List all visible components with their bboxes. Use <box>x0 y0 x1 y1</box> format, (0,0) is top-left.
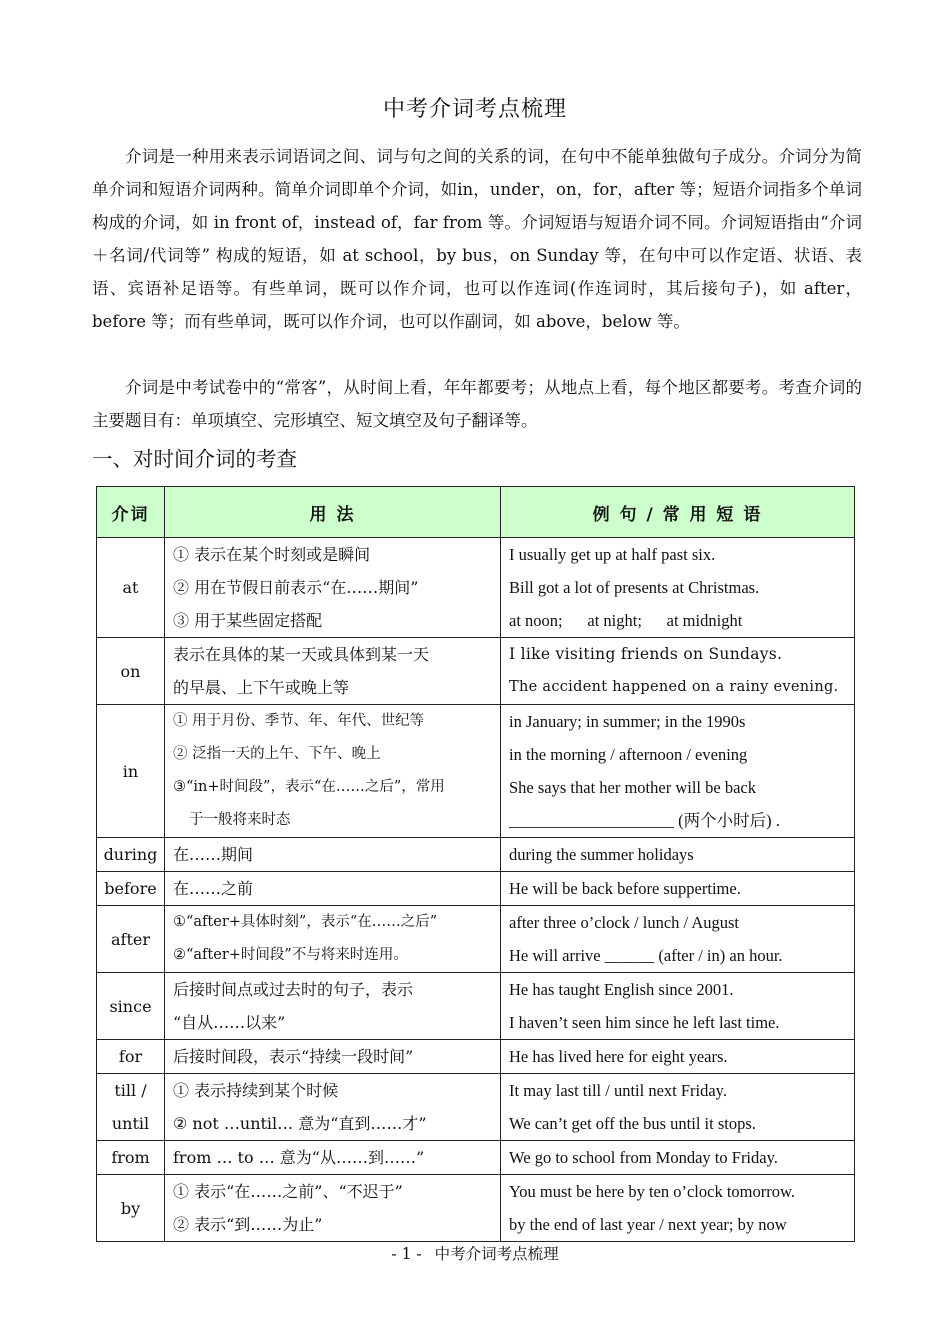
example-line: He will be back before suppertime. <box>509 879 741 898</box>
usage-line: 后接时间点或过去时的句子，表示 <box>173 980 414 999</box>
table-row <box>97 1040 855 1074</box>
usage-line: ② not …until… 意为“直到……才” <box>173 1114 427 1133</box>
example-line: at noon; at night; at midnight <box>509 611 743 630</box>
section-heading: 一、对时间介词的考查 <box>92 447 297 471</box>
usage-cell <box>165 705 501 838</box>
usage-cell <box>165 638 501 705</box>
example-line: I usually get up at half past six. <box>509 545 716 564</box>
table-row <box>97 838 855 872</box>
usage-line: ② 表示“到……为止” <box>173 1215 323 1234</box>
usage-line: 表示在具体的某一天或具体到某一天 <box>173 645 430 664</box>
exam-paragraph: 介词是中考试卷中的“常客”，从时间上看，年年都要考；从地点上看，每个地区都要考。考查介词的主要题目有：单项填空、完形填空、短文填空及句子翻译等。 <box>92 378 862 430</box>
preposition-cell: at <box>97 538 165 638</box>
usage-line: 的早晨、上下午或晚上等 <box>173 678 350 697</box>
usage-line: ① 表示“在……之前”、“不迟于” <box>173 1182 403 1201</box>
preposition-cell <box>97 1074 165 1141</box>
example-line: He will arrive ______ (after / in) an hour. <box>509 946 783 965</box>
example-line: We go to school from Monday to Friday. <box>509 1148 778 1167</box>
preposition-line: until <box>111 1114 150 1133</box>
usage-line: ③“in+时间段”，表示“在……之后”，常用 <box>173 779 445 795</box>
usage-cell <box>165 1074 501 1141</box>
usage-line: from … to … 意为“从……到……” <box>173 1148 425 1167</box>
usage-line: ① 表示持续到某个时候 <box>173 1081 339 1100</box>
example-cell <box>501 705 855 838</box>
example-line: He has taught English since 2001. <box>509 980 734 999</box>
example-line: She says that her mother will be back <box>509 778 756 797</box>
preposition-line: till / <box>114 1081 147 1100</box>
usage-line: 后接时间段，表示“持续一段时间” <box>173 1047 414 1066</box>
preposition-cell: by <box>97 1175 165 1242</box>
example-line: He has lived here for eight years. <box>509 1047 728 1066</box>
preposition-cell: on <box>97 638 165 705</box>
page-footer <box>0 1242 950 1264</box>
usage-line: ① 表示在某个时刻或是瞬间 <box>173 545 371 564</box>
preposition-cell: for <box>97 1040 165 1074</box>
preposition-cell: from <box>97 1141 165 1175</box>
example-cell <box>501 872 855 906</box>
example-line: We can’t get off the bus until it stops. <box>509 1114 756 1133</box>
example-cell <box>501 1040 855 1074</box>
table-row <box>97 973 855 1040</box>
example-line: after three o’clock / lunch / August <box>509 913 740 932</box>
usage-line: ② 用在节假日前表示“在……期间” <box>173 578 419 597</box>
table-row <box>97 906 855 973</box>
usage-cell <box>165 1141 501 1175</box>
header-usage: 用 法 <box>165 487 501 538</box>
usage-line: ②“after+时间段”不与将来时连用。 <box>173 947 408 963</box>
footer-title: 中考介词考点梳理 <box>434 1245 559 1263</box>
usage-line: ①“after+具体时刻”，表示“在……之后” <box>173 914 438 930</box>
usage-cell <box>165 872 501 906</box>
usage-cell <box>165 838 501 872</box>
usage-line: “自从……以来” <box>173 1013 286 1032</box>
example-line: in January; in summer; in the 1990s <box>509 712 746 731</box>
example-line: I like visiting friends on Sundays. <box>509 645 783 663</box>
example-line: during the summer holidays <box>509 845 694 864</box>
table-row <box>97 1074 855 1141</box>
preposition-cell: since <box>97 973 165 1040</box>
usage-line: ③ 用于某些固定搭配 <box>173 611 323 630</box>
example-line: in the morning / afternoon / evening <box>509 745 748 764</box>
example-cell <box>501 906 855 973</box>
example-line: You must be here by ten o’clock tomorrow. <box>509 1182 795 1201</box>
table-row <box>97 872 855 906</box>
preposition-cell: in <box>97 705 165 838</box>
example-cell <box>501 638 855 705</box>
example-line: I haven’t seen him since he left last time. <box>509 1013 780 1032</box>
example-line: ____________________ (两个小时后) . <box>509 811 780 830</box>
usage-cell <box>165 1175 501 1242</box>
page-title: 中考介词考点梳理 <box>382 97 567 122</box>
usage-line: 在……之前 <box>173 879 254 898</box>
usage-cell <box>165 538 501 638</box>
preposition-cell: after <box>97 906 165 973</box>
example-line: The accident happened on a rainy evening. <box>509 679 839 695</box>
usage-cell <box>165 1040 501 1074</box>
page-number: - 1 - <box>391 1245 422 1263</box>
example-line: It may last till / until next Friday. <box>509 1081 727 1100</box>
example-cell <box>501 973 855 1040</box>
usage-line: ① 用于月份、季节、年、年代、世纪等 <box>173 713 425 729</box>
usage-cell <box>165 906 501 973</box>
intro-paragraph: 介词是一种用来表示词语词之间、词与句之间的关系的词，在句中不能单独做句子成分。介词分为简单介词和短语介词两种。简单介词即单个介词，如in，under，on，for，after 等；短语介词指多个单词构成的介词，如 in front of，instead of，far from 等。介词短语与短语介词不同。介词短语指由“介词＋名词/代词等” 构成的短语，如 at school，by bus，on Sunday 等，在句中可以作定语、状语、表语、宾语补足语等。有些单词，既可以作介词，也可以作连词(作连词时，其后接句子)，如 after，before 等；而有些单词，既可以作介词，也可以作副词，如 above，below 等。 <box>92 147 862 331</box>
preposition-table <box>96 486 855 1242</box>
table-header-row <box>97 487 855 538</box>
table-row <box>97 1175 855 1242</box>
table-row <box>97 538 855 638</box>
table-row <box>97 705 855 838</box>
example-line: by the end of last year / next year; by now <box>509 1215 787 1234</box>
preposition-cell: during <box>97 838 165 872</box>
header-preposition: 介词 <box>97 487 165 538</box>
usage-cell <box>165 973 501 1040</box>
example-cell <box>501 1074 855 1141</box>
example-cell <box>501 1175 855 1242</box>
example-line: Bill got a lot of presents at Christmas. <box>509 578 760 597</box>
header-examples: 例 句 / 常 用 短 语 <box>501 487 855 538</box>
example-cell <box>501 838 855 872</box>
example-cell <box>501 1141 855 1175</box>
usage-line: 于一般将来时态 <box>189 812 291 828</box>
example-cell <box>501 538 855 638</box>
usage-line: ② 泛指一天的上午、下午、晚上 <box>173 746 381 762</box>
table-row <box>97 638 855 705</box>
table-row <box>97 1141 855 1175</box>
preposition-cell: before <box>97 872 165 906</box>
usage-line: 在……期间 <box>173 845 254 864</box>
